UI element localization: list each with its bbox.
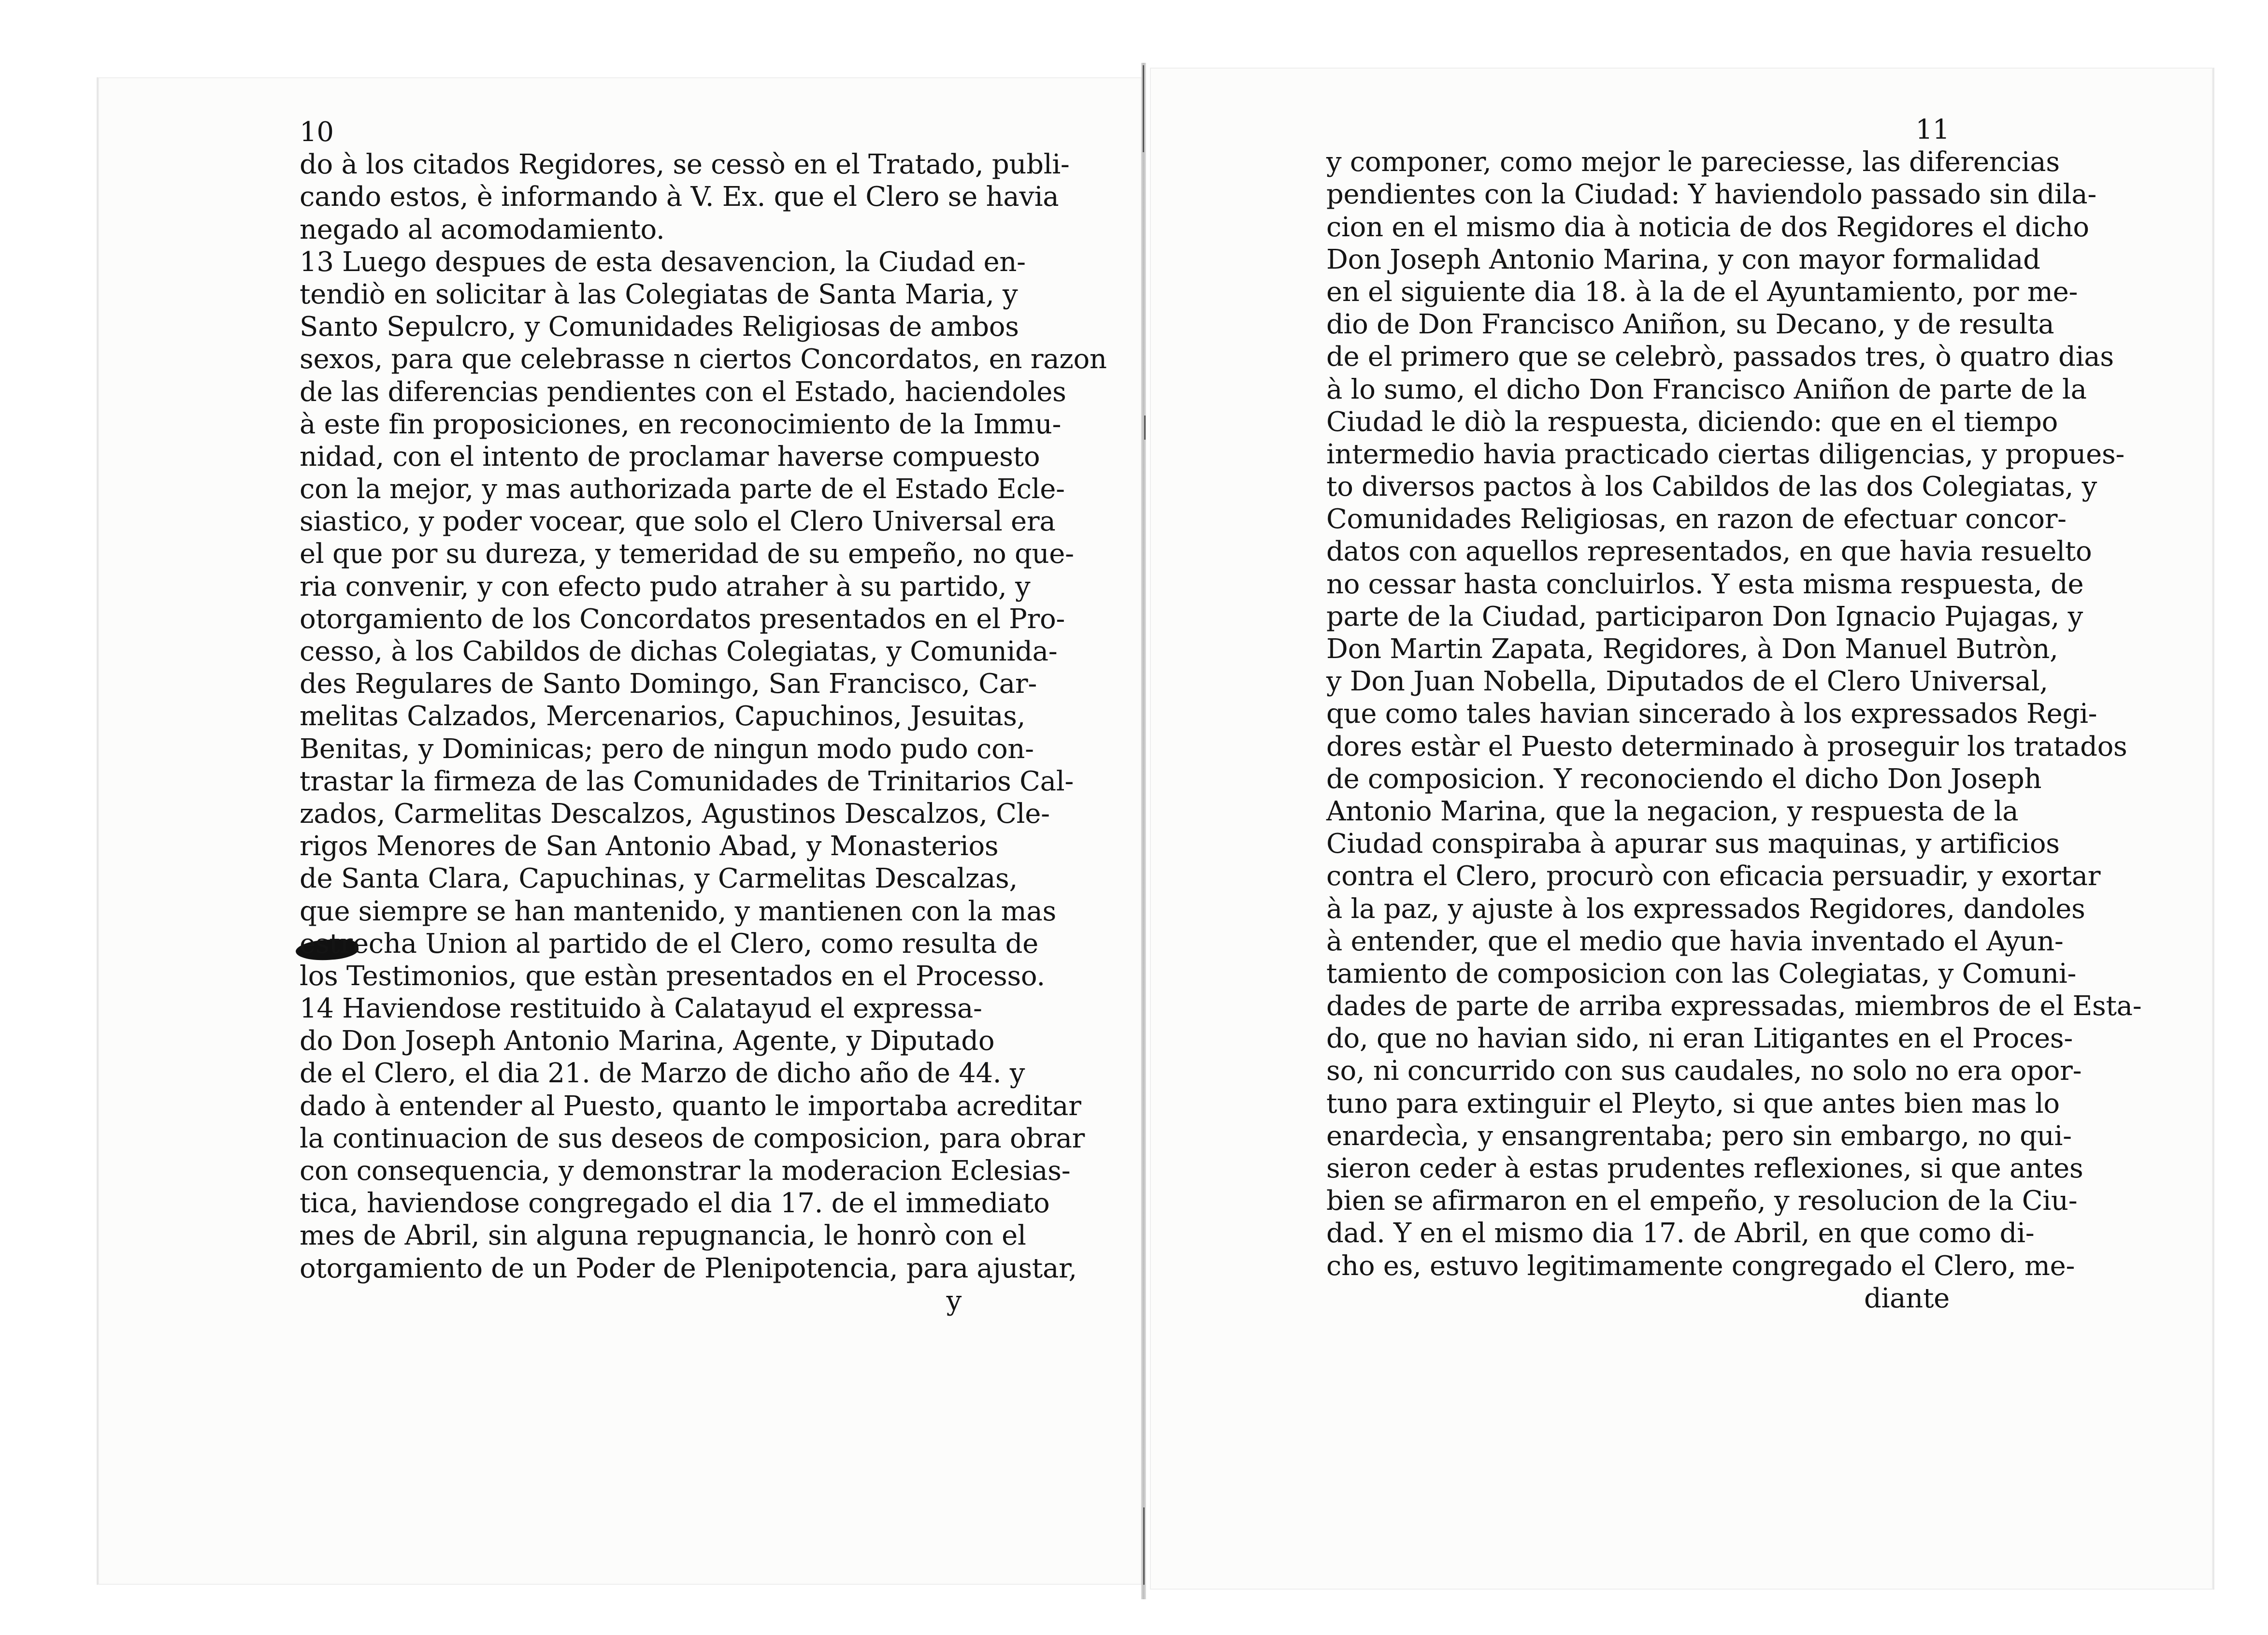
left-line: otorgamiento de un Poder de Plenipotencia, para ajustar, (300, 1252, 1077, 1284)
left-line: nidad, con el intento de proclamar haverse compuesto (300, 441, 1040, 473)
left-line: tendiò en solicitar à las Colegiatas de Santa Maria, y (300, 278, 1018, 310)
left-line: estrecha Union al partido de el Clero, como resulta de (300, 928, 1038, 960)
right-line: à entender, que el medio que havia inventado el Ayun- (1326, 925, 2064, 957)
right-line: y Don Juan Nobella, Diputados de el Clero Universal, (1326, 666, 2048, 698)
right-line: dad. Y en el mismo dia 17. de Abril, en que como di- (1326, 1218, 2035, 1249)
right-line: en el siguiente dia 18. à la de el Ayuntamiento, por me- (1326, 276, 2078, 308)
right-line: cion en el mismo dia à noticia de dos Regidores el dicho (1326, 211, 2089, 243)
left-line: dado à entender al Puesto, quanto le importaba acreditar (300, 1090, 1081, 1122)
right-line: Don Martin Zapata, Regidores, à Don Manuel Butròn, (1326, 633, 2058, 665)
left-catchword: y (946, 1285, 962, 1317)
right-line: dades de parte de arriba expressadas, miembros de el Esta- (1326, 990, 2142, 1022)
right-line: cho es, estuvo legitimamente congregado el Clero, me- (1326, 1250, 2075, 1282)
left-line: trastar la firmeza de las Comunidades de Trinitarios Cal- (300, 765, 1074, 797)
right-line: que como tales havian sincerado à los expressados Regi- (1326, 698, 2097, 730)
left-line: sexos, para que celebrasse n ciertos Concordatos, en razon (300, 344, 1107, 375)
right-line: intermedio havia practicado ciertas diligencias, y propues- (1326, 438, 2125, 470)
right-line: y componer, como mejor le pareciesse, las diferencias (1326, 146, 2060, 178)
right-line: pendientes con la Ciudad: Y haviendolo passado sin dila- (1326, 179, 2096, 211)
right-line: bien se afirmaron en el empeño, y resolucion de la Ciu- (1326, 1185, 2078, 1217)
left-line: de el Clero, el dia 21. de Marzo de dicho año de 44. y (300, 1058, 1025, 1090)
right-line: so, ni concurrido con sus caudales, no solo no era opor- (1326, 1055, 2082, 1087)
right-line: de composicion. Y reconociendo el dicho Don Joseph (1326, 763, 2042, 795)
right-line: Ciudad conspiraba à apurar sus maquinas, y artificios (1326, 828, 2060, 860)
left-line: cando estos, è informando à V. Ex. que el Clero se havia (300, 181, 1059, 213)
left-line: negado al acomodamiento. (300, 214, 665, 245)
left-line: zados, Carmelitas Descalzos, Agustinos Descalzos, Cle- (300, 798, 1050, 830)
right-line: enardecìa, y ensangrentaba; pero sin embargo, no qui- (1326, 1120, 2072, 1152)
right-line: à lo sumo, el dicho Don Francisco Aniñon de parte de la (1326, 373, 2087, 405)
left-line: Benitas, y Dominicas; pero de ningun modo pudo con- (300, 733, 1034, 765)
left-line: 13 Luego despues de esta desavencion, la Ciudad en- (300, 246, 1026, 278)
right-line: datos con aquellos representados, en que havia resuelto (1326, 536, 2092, 568)
right-line: Comunidades Religiosas, en razon de efectuar concor- (1326, 503, 2067, 535)
right-line: do, que no havian sido, ni eran Litigantes en el Proces- (1326, 1023, 2073, 1055)
left-page-number: 10 (300, 116, 334, 148)
right-line: to diversos pactos à los Cabildos de las dos Colegiatas, y (1326, 471, 2097, 503)
left-line: el que por su dureza, y temeridad de su empeño, no que- (300, 538, 1074, 570)
right-line: dores estàr el Puesto determinado à proseguir los tratados (1326, 731, 2127, 762)
left-line: con la mejor, y mas authorizada parte de el Estado Ecle- (300, 473, 1065, 505)
right-line: contra el Clero, procurò con eficacia persuadir, y exortar (1326, 861, 2101, 892)
left-line: 14 Haviendose restituido à Calatayud el expressa- (300, 993, 982, 1025)
right-line: tuno para extinguir el Pleyto, si que antes bien mas lo (1326, 1088, 2060, 1119)
left-line: siastico, y poder vocear, que solo el Clero Universal era (300, 506, 1056, 538)
fold-mark-top (1143, 65, 1144, 152)
right-line: sieron ceder à estas prudentes reflexiones, si que antes (1326, 1153, 2083, 1184)
left-line: des Regulares de Santo Domingo, San Francisco, Car- (300, 668, 1037, 700)
left-line: tica, haviendose congregado el dia 17. de el immediato (300, 1188, 1050, 1219)
right-line: de el primero que se celebrò, passados tres, ò quatro dias (1326, 341, 2114, 373)
left-line: mes de Abril, sin alguna repugnancia, le honrò con el (300, 1220, 1026, 1252)
right-line: dio de Don Francisco Aniñon, su Decano, y de resulta (1326, 309, 2054, 341)
right-line: no cessar hasta concluirlos. Y esta misma respuesta, de (1326, 568, 2084, 600)
left-line: Santo Sepulcro, y Comunidades Religiosas de ambos (300, 311, 1019, 343)
left-line: à este fin proposiciones, en reconocimiento de la Immu- (300, 408, 1062, 440)
left-line: con consequencia, y demonstrar la moderacion Eclesias- (300, 1155, 1071, 1187)
right-line: tamiento de composicion con las Colegiatas, y Comuni- (1326, 958, 2077, 990)
left-line: de Santa Clara, Capuchinas, y Carmelitas Descalzas, (300, 863, 1018, 895)
left-line: los Testimonios, que estàn presentados en el Processo. (300, 960, 1045, 992)
left-line: rigos Menores de San Antonio Abad, y Monasterios (300, 831, 999, 862)
right-text-column (1326, 114, 2142, 1315)
left-line: ria convenir, y con efecto pudo atraher à su partido, y (300, 571, 1031, 602)
left-line: que siempre se han mantenido, y mantienen con la mas (300, 895, 1056, 927)
left-line: la continuacion de sus deseos de composicion, para obrar (300, 1122, 1085, 1154)
right-page-number: 11 (1915, 114, 1950, 145)
fold-mark-middle (1144, 416, 1146, 440)
left-text-column (300, 116, 1107, 1317)
fold-mark-bottom (1143, 1507, 1145, 1585)
left-line: do Don Joseph Antonio Marina, Agente, y Diputado (300, 1025, 995, 1057)
right-line: Don Joseph Antonio Marina, y con mayor formalidad (1326, 244, 2040, 275)
left-line: melitas Calzados, Mercenarios, Capuchinos, Jesuitas, (300, 701, 1026, 732)
right-line: parte de la Ciudad, participaron Don Ignacio Pujagas, y (1326, 601, 2083, 632)
left-line: otorgamiento de los Concordatos presentados en el Pro- (300, 603, 1065, 635)
right-line: à la paz, y ajuste à los expressados Regidores, dandoles (1326, 893, 2085, 925)
right-catchword: diante (1864, 1282, 1950, 1314)
right-line: Antonio Marina, que la negacion, y respuesta de la (1326, 795, 2019, 827)
book-gutter (1141, 63, 1146, 1599)
right-line: Ciudad le diò la respuesta, diciendo: que en el tiempo (1326, 406, 2058, 438)
left-line: do à los citados Regidores, se cessò en el Tratado, publi- (300, 149, 1070, 181)
left-line: cesso, à los Cabildos de dichas Colegiatas, y Comunida- (300, 636, 1058, 667)
left-line: de las diferencias pendientes con el Estado, haciendoles (300, 376, 1066, 408)
